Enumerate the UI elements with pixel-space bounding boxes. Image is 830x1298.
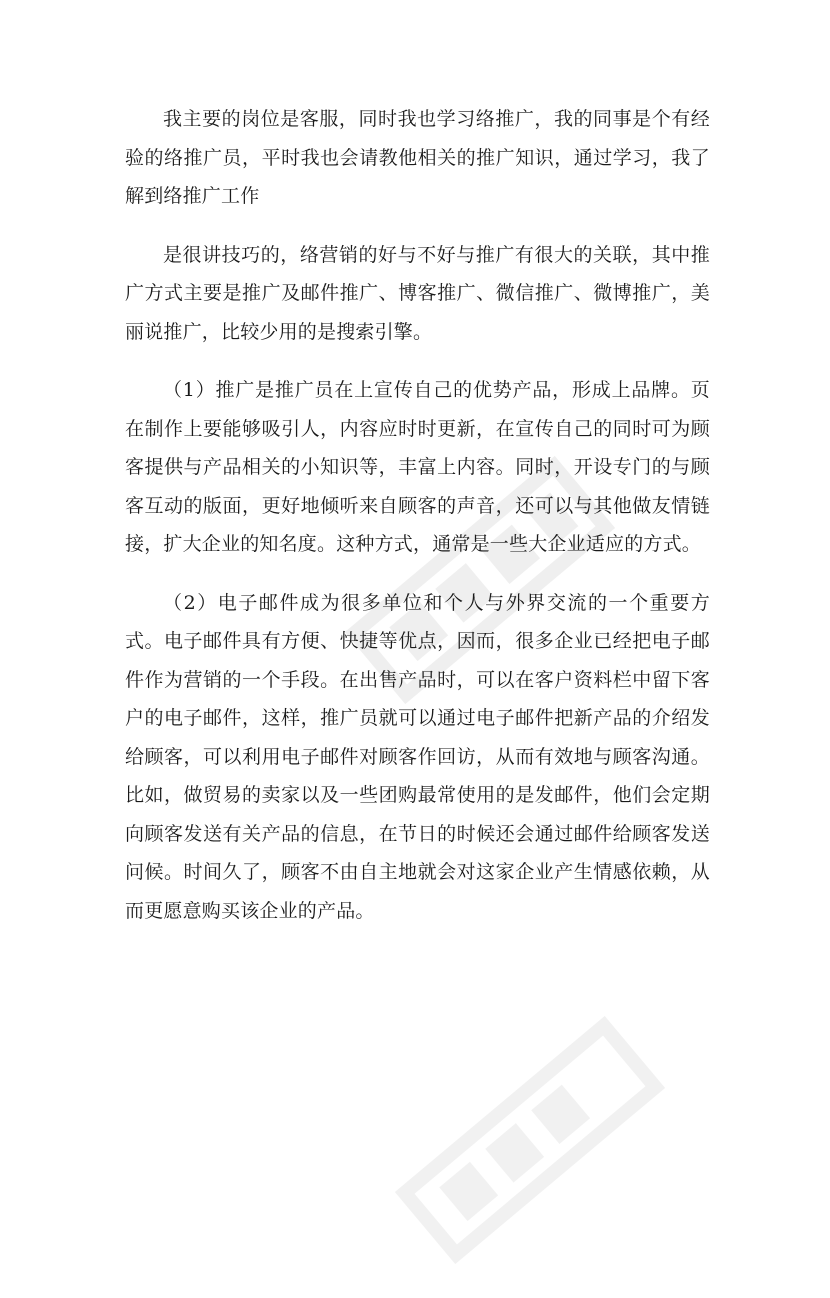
paragraph-methods: 是很讲技巧的，络营销的好与不好与推广有很大的关联，其中推广方式主要是推广及邮件推广、博客推广、微信推广、微博推广，美丽说推广，比较少用的是搜索引擎。 bbox=[125, 243, 710, 343]
document-body bbox=[125, 100, 710, 930]
paragraph-intro: 我主要的岗位是客服，同时我也学习络推广，我的同事是个有经验的络推广员，平时我也会请教他相关的推广知识，通过学习，我了解到络推广工作 bbox=[125, 108, 710, 207]
watermark-logo-bottom bbox=[364, 982, 697, 1297]
paragraph-point-2: （2）电子邮件成为很多单位和个人与外界交流的一个重要方式。电子邮件具有方便、快捷等优点，因而，很多企业已经把电子邮件作为营销的一个手段。在出售产品时，可以在客户资料栏中留下客户的电子邮件，这样，推广员就可以通过电子邮件把新产品的介绍发给顾客，可以利用电子邮件对顾客作回访，从而有效地与顾客沟通。比如，做贸易的卖家以及一些团购最常使用的是发邮件，他们会定期向顾客发送有关产品的信息，在节日的时候还会通过邮件给顾客发送问候。时间久了，顾客不由自主地就会对这家企业产生情感依赖，从而更愿意购买该企业的产品。 bbox=[125, 591, 710, 922]
paragraph-point-1: （1）推广是推广员在上宣传自己的优势产品，形成上品牌。页在制作上要能够吸引人，内容应时时更新，在宣传自己的同时可为顾客提供与产品相关的小知识等，丰富上内容。同时，开设专门的与顾客互动的版面，更好地倾听来自顾客的声音，还可以与其他做友情链接，扩大企业的知名度。这种方式，通常是一些大企业适应的方式。 bbox=[125, 379, 710, 555]
